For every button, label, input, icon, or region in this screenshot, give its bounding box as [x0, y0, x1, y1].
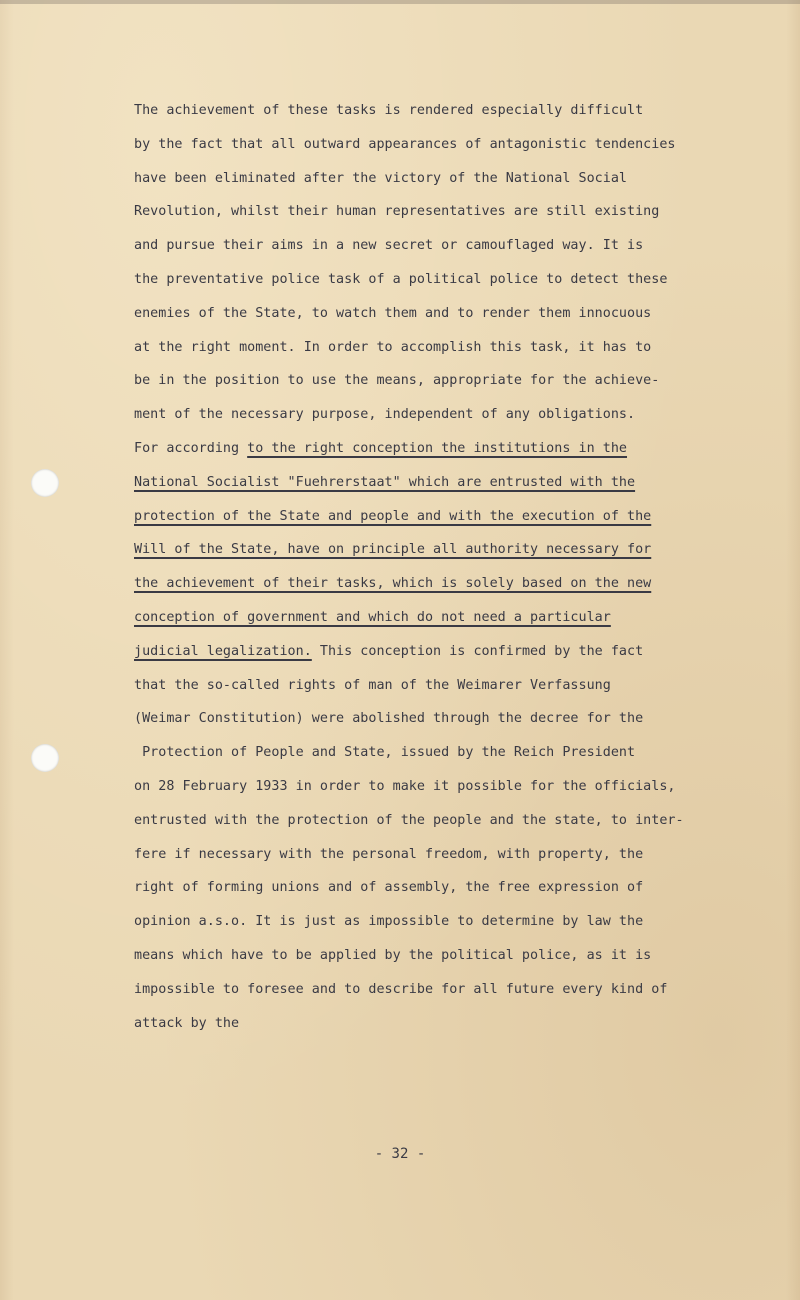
punch-hole-top: [31, 469, 59, 497]
text-line: right of forming unions and of assembly, the free expression of: [134, 880, 644, 896]
page-number: - 32 -: [374, 1146, 426, 1162]
underlined-text: conception of government and which do not need a particular: [134, 609, 611, 625]
text-line: Protection of People and State, issued by the Reich President: [134, 745, 636, 761]
text-line: by the fact that all outward appearances of antagonistic tendencies: [134, 136, 676, 152]
text-line: on 28 February 1933 in order to make it possible for the officials,: [134, 778, 676, 794]
text-line: fere if necessary with the personal freedom, with property, the: [134, 846, 644, 862]
text-line-underlined: [134, 434, 734, 468]
text-line: Revolution, whilst their human representatives are still existing: [134, 204, 660, 220]
text-line: have been eliminated after the victory of the National Social: [134, 170, 627, 186]
text-line: opinion a.s.o. It is just as impossible to determine by law the: [134, 914, 644, 930]
text-line: means which have to be applied by the political police, as it is: [134, 947, 652, 963]
text-line: that the so-called rights of man of the Weimarer Verfassung: [134, 677, 611, 693]
underlined-text: protection of the State and people and with the execution of the: [134, 508, 652, 524]
typed-text-block: [134, 96, 734, 1042]
text-line: be in the position to use the means, appropriate for the achieve-: [134, 373, 660, 389]
text-line-underlined: [134, 535, 734, 569]
text-line-underlined: [134, 637, 734, 671]
text-line: The achievement of these tasks is rendered especially difficult: [134, 103, 644, 118]
text-segment: For according: [134, 440, 248, 456]
page-top-edge: [0, 0, 800, 4]
text-line: impossible to foresee and to describe for all future every kind of: [134, 981, 668, 997]
text-line-underlined: [134, 603, 734, 637]
text-line-underlined: [134, 468, 734, 502]
underlined-text: Will of the State, have on principle all authority necessary for: [134, 542, 652, 558]
text-line-underlined: [134, 502, 734, 536]
text-line: (Weimar Constitution) were abolished through the decree for the: [134, 711, 644, 727]
text-line: attack by the: [134, 1015, 240, 1031]
underlined-text: National Socialist "Fuehrerstaat" which are entrusted with the: [134, 474, 636, 490]
text-line: the preventative police task of a political police to detect these: [134, 271, 668, 287]
text-line: ment of the necessary purpose, independent of any obligations.: [134, 407, 636, 423]
text-line: entrusted with the protection of the people and the state, to inter-: [134, 812, 684, 828]
text-line: and pursue their aims in a new secret or camouflaged way. It is: [134, 238, 644, 254]
text-segment: This conception is confirmed by the fact: [311, 643, 644, 659]
text-line-underlined: [134, 569, 734, 603]
punch-hole-bottom: [31, 744, 59, 772]
text-line: at the right moment. In order to accomplish this task, it has to: [134, 339, 652, 355]
underlined-text: judicial legalization.: [134, 643, 312, 659]
underlined-text: the achievement of their tasks, which is solely based on the new: [134, 576, 652, 592]
text-line: enemies of the State, to watch them and to render them innocuous: [134, 305, 652, 321]
underlined-text: to the right conception the institutions in the: [247, 440, 628, 456]
